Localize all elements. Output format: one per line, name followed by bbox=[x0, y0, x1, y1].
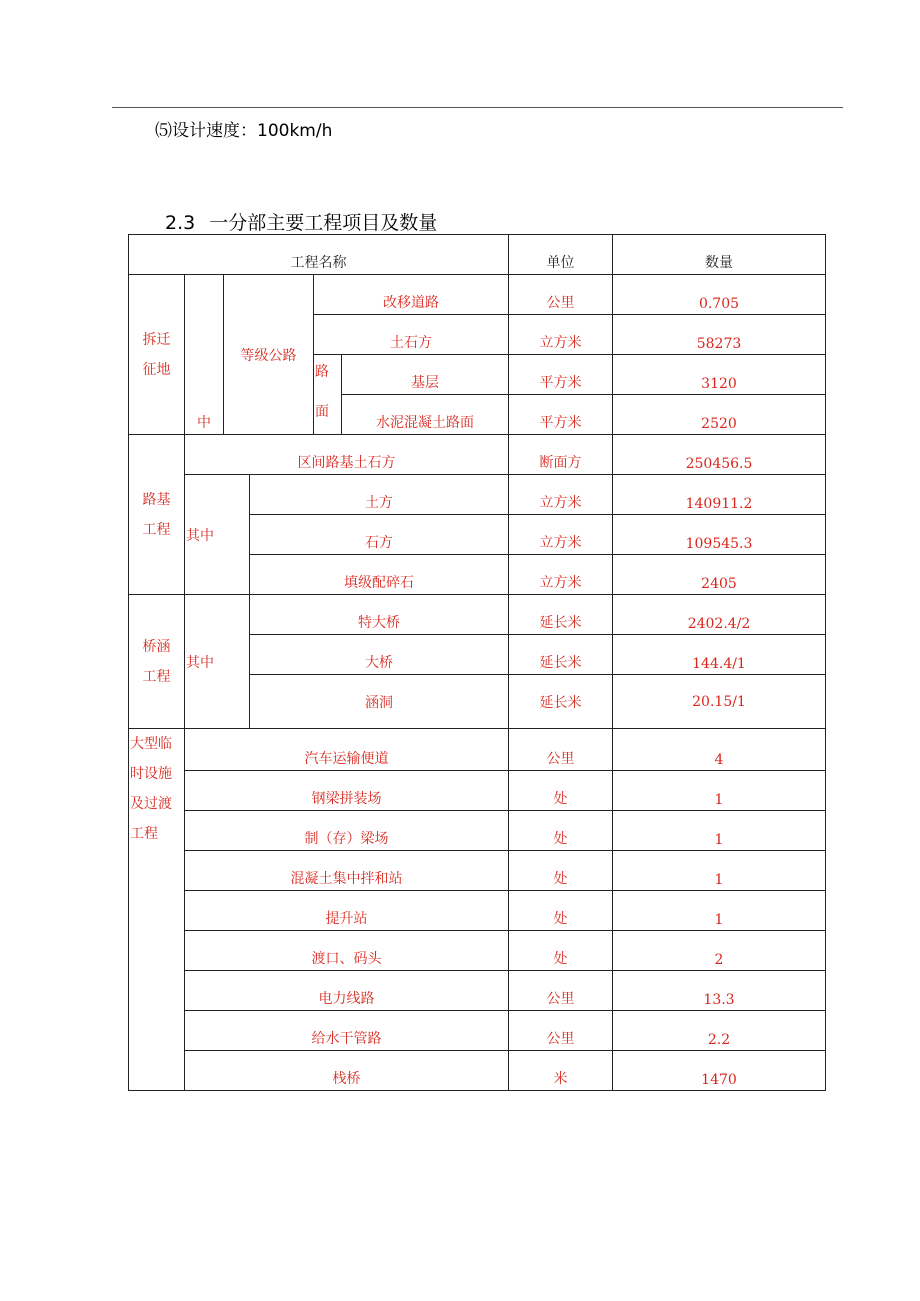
row-unit: 平方米 bbox=[508, 394, 613, 435]
row-unit: 公里 bbox=[508, 728, 613, 771]
group-temp-line2: 时设施 bbox=[130, 766, 172, 782]
group-subgrade-line1: 路基 bbox=[142, 491, 171, 508]
row-name: 涵洞 bbox=[249, 674, 509, 729]
row-qty: 4 bbox=[612, 728, 826, 771]
row-name: 水泥混凝土路面 bbox=[341, 394, 509, 435]
row-unit: 米 bbox=[508, 1050, 613, 1091]
row-qty: 13.3 bbox=[612, 970, 826, 1011]
row-qty: 144.4/1 bbox=[612, 634, 826, 675]
row-unit: 立方米 bbox=[508, 514, 613, 555]
row-unit: 延长米 bbox=[508, 594, 613, 635]
row-name: 钢梁拼装场 bbox=[184, 770, 509, 811]
group-temp-line4: 工程 bbox=[130, 826, 158, 842]
row-qty: 0.705 bbox=[612, 274, 826, 315]
row-qty: 2520 bbox=[612, 394, 826, 435]
label-lu bbox=[313, 354, 342, 435]
row-qty: 20.15/1 bbox=[612, 674, 826, 729]
row-name: 制（存）梁场 bbox=[184, 810, 509, 851]
label-mian-text: 面 bbox=[315, 404, 329, 420]
group-bridge bbox=[128, 594, 185, 729]
row-qty: 2 bbox=[612, 930, 826, 971]
group-temp bbox=[128, 728, 185, 1091]
row-qty: 2405 bbox=[612, 554, 826, 595]
row-unit: 处 bbox=[508, 770, 613, 811]
row-qty: 109545.3 bbox=[612, 514, 826, 555]
row-qty: 250456.5 bbox=[612, 434, 826, 475]
group-demolition-line1: 拆迁 bbox=[142, 331, 171, 348]
row-name: 栈桥 bbox=[184, 1050, 509, 1091]
header-unit: 单位 bbox=[508, 234, 613, 275]
group-temp-line1: 大型临 bbox=[130, 736, 172, 752]
row-name: 电力线路 bbox=[184, 970, 509, 1011]
row-name: 特大桥 bbox=[249, 594, 509, 635]
row-unit: 公里 bbox=[508, 970, 613, 1011]
row-unit: 立方米 bbox=[508, 554, 613, 595]
row-unit: 延长米 bbox=[508, 634, 613, 675]
row-unit: 立方米 bbox=[508, 474, 613, 515]
row-qty: 1470 bbox=[612, 1050, 826, 1091]
row-name: 混凝土集中拌和站 bbox=[184, 850, 509, 891]
quantities-table bbox=[128, 234, 826, 1091]
row-unit: 断面方 bbox=[508, 434, 613, 475]
row-unit: 处 bbox=[508, 850, 613, 891]
row-name: 汽车运输便道 bbox=[184, 728, 509, 771]
row-name: 改移道路 bbox=[313, 274, 509, 315]
row-unit: 处 bbox=[508, 930, 613, 971]
row-name: 土石方 bbox=[313, 314, 509, 355]
row-qty: 58273 bbox=[612, 314, 826, 355]
row-name: 石方 bbox=[249, 514, 509, 555]
label-grade-road: 等级公路 bbox=[223, 274, 314, 435]
group-bridge-line1: 桥涵 bbox=[142, 638, 171, 655]
row-unit: 公里 bbox=[508, 274, 613, 315]
row-unit: 处 bbox=[508, 810, 613, 851]
row-unit: 延长米 bbox=[508, 674, 613, 729]
section-heading bbox=[165, 208, 437, 235]
label-qizhong-bridge: 其中 bbox=[184, 594, 250, 729]
row-name: 区间路基土石方 bbox=[184, 434, 509, 475]
row-unit: 处 bbox=[508, 890, 613, 931]
group-demolition bbox=[128, 274, 185, 435]
row-name: 给水干管路 bbox=[184, 1010, 509, 1051]
section-number: 2.3 bbox=[165, 212, 196, 234]
header-name: 工程名称 bbox=[128, 234, 509, 275]
label-lu-text: 路 bbox=[315, 364, 329, 380]
row-name: 土方 bbox=[249, 474, 509, 515]
row-name: 大桥 bbox=[249, 634, 509, 675]
row-qty: 1 bbox=[612, 850, 826, 891]
label-qizhong-subgrade: 其中 bbox=[184, 474, 250, 595]
row-qty: 140911.2 bbox=[612, 474, 826, 515]
row-qty: 2.2 bbox=[612, 1010, 826, 1051]
group-demolition-line2: 征地 bbox=[142, 361, 171, 378]
row-qty: 1 bbox=[612, 810, 826, 851]
label-zhong: 中 bbox=[184, 274, 224, 435]
header-qty: 数量 bbox=[612, 234, 826, 275]
row-qty: 1 bbox=[612, 890, 826, 931]
row-name: 渡口、码头 bbox=[184, 930, 509, 971]
section-title: 一分部主要工程项目及数量 bbox=[209, 212, 438, 234]
row-unit: 公里 bbox=[508, 1010, 613, 1051]
row-name: 填级配碎石 bbox=[249, 554, 509, 595]
header-rule bbox=[112, 107, 843, 108]
group-temp-line3: 及过渡 bbox=[130, 796, 172, 812]
row-qty: 3120 bbox=[612, 354, 826, 395]
row-qty: 2402.4/2 bbox=[612, 594, 826, 635]
row-unit: 立方米 bbox=[508, 314, 613, 355]
row-name: 基层 bbox=[341, 354, 509, 395]
group-bridge-line2: 工程 bbox=[142, 668, 171, 685]
row-unit: 平方米 bbox=[508, 354, 613, 395]
group-subgrade-line2: 工程 bbox=[142, 521, 171, 538]
row-name: 提升站 bbox=[184, 890, 509, 931]
group-subgrade bbox=[128, 434, 185, 595]
row-qty: 1 bbox=[612, 770, 826, 811]
design-speed-line: ⑸设计速度：100km/h bbox=[155, 121, 333, 141]
